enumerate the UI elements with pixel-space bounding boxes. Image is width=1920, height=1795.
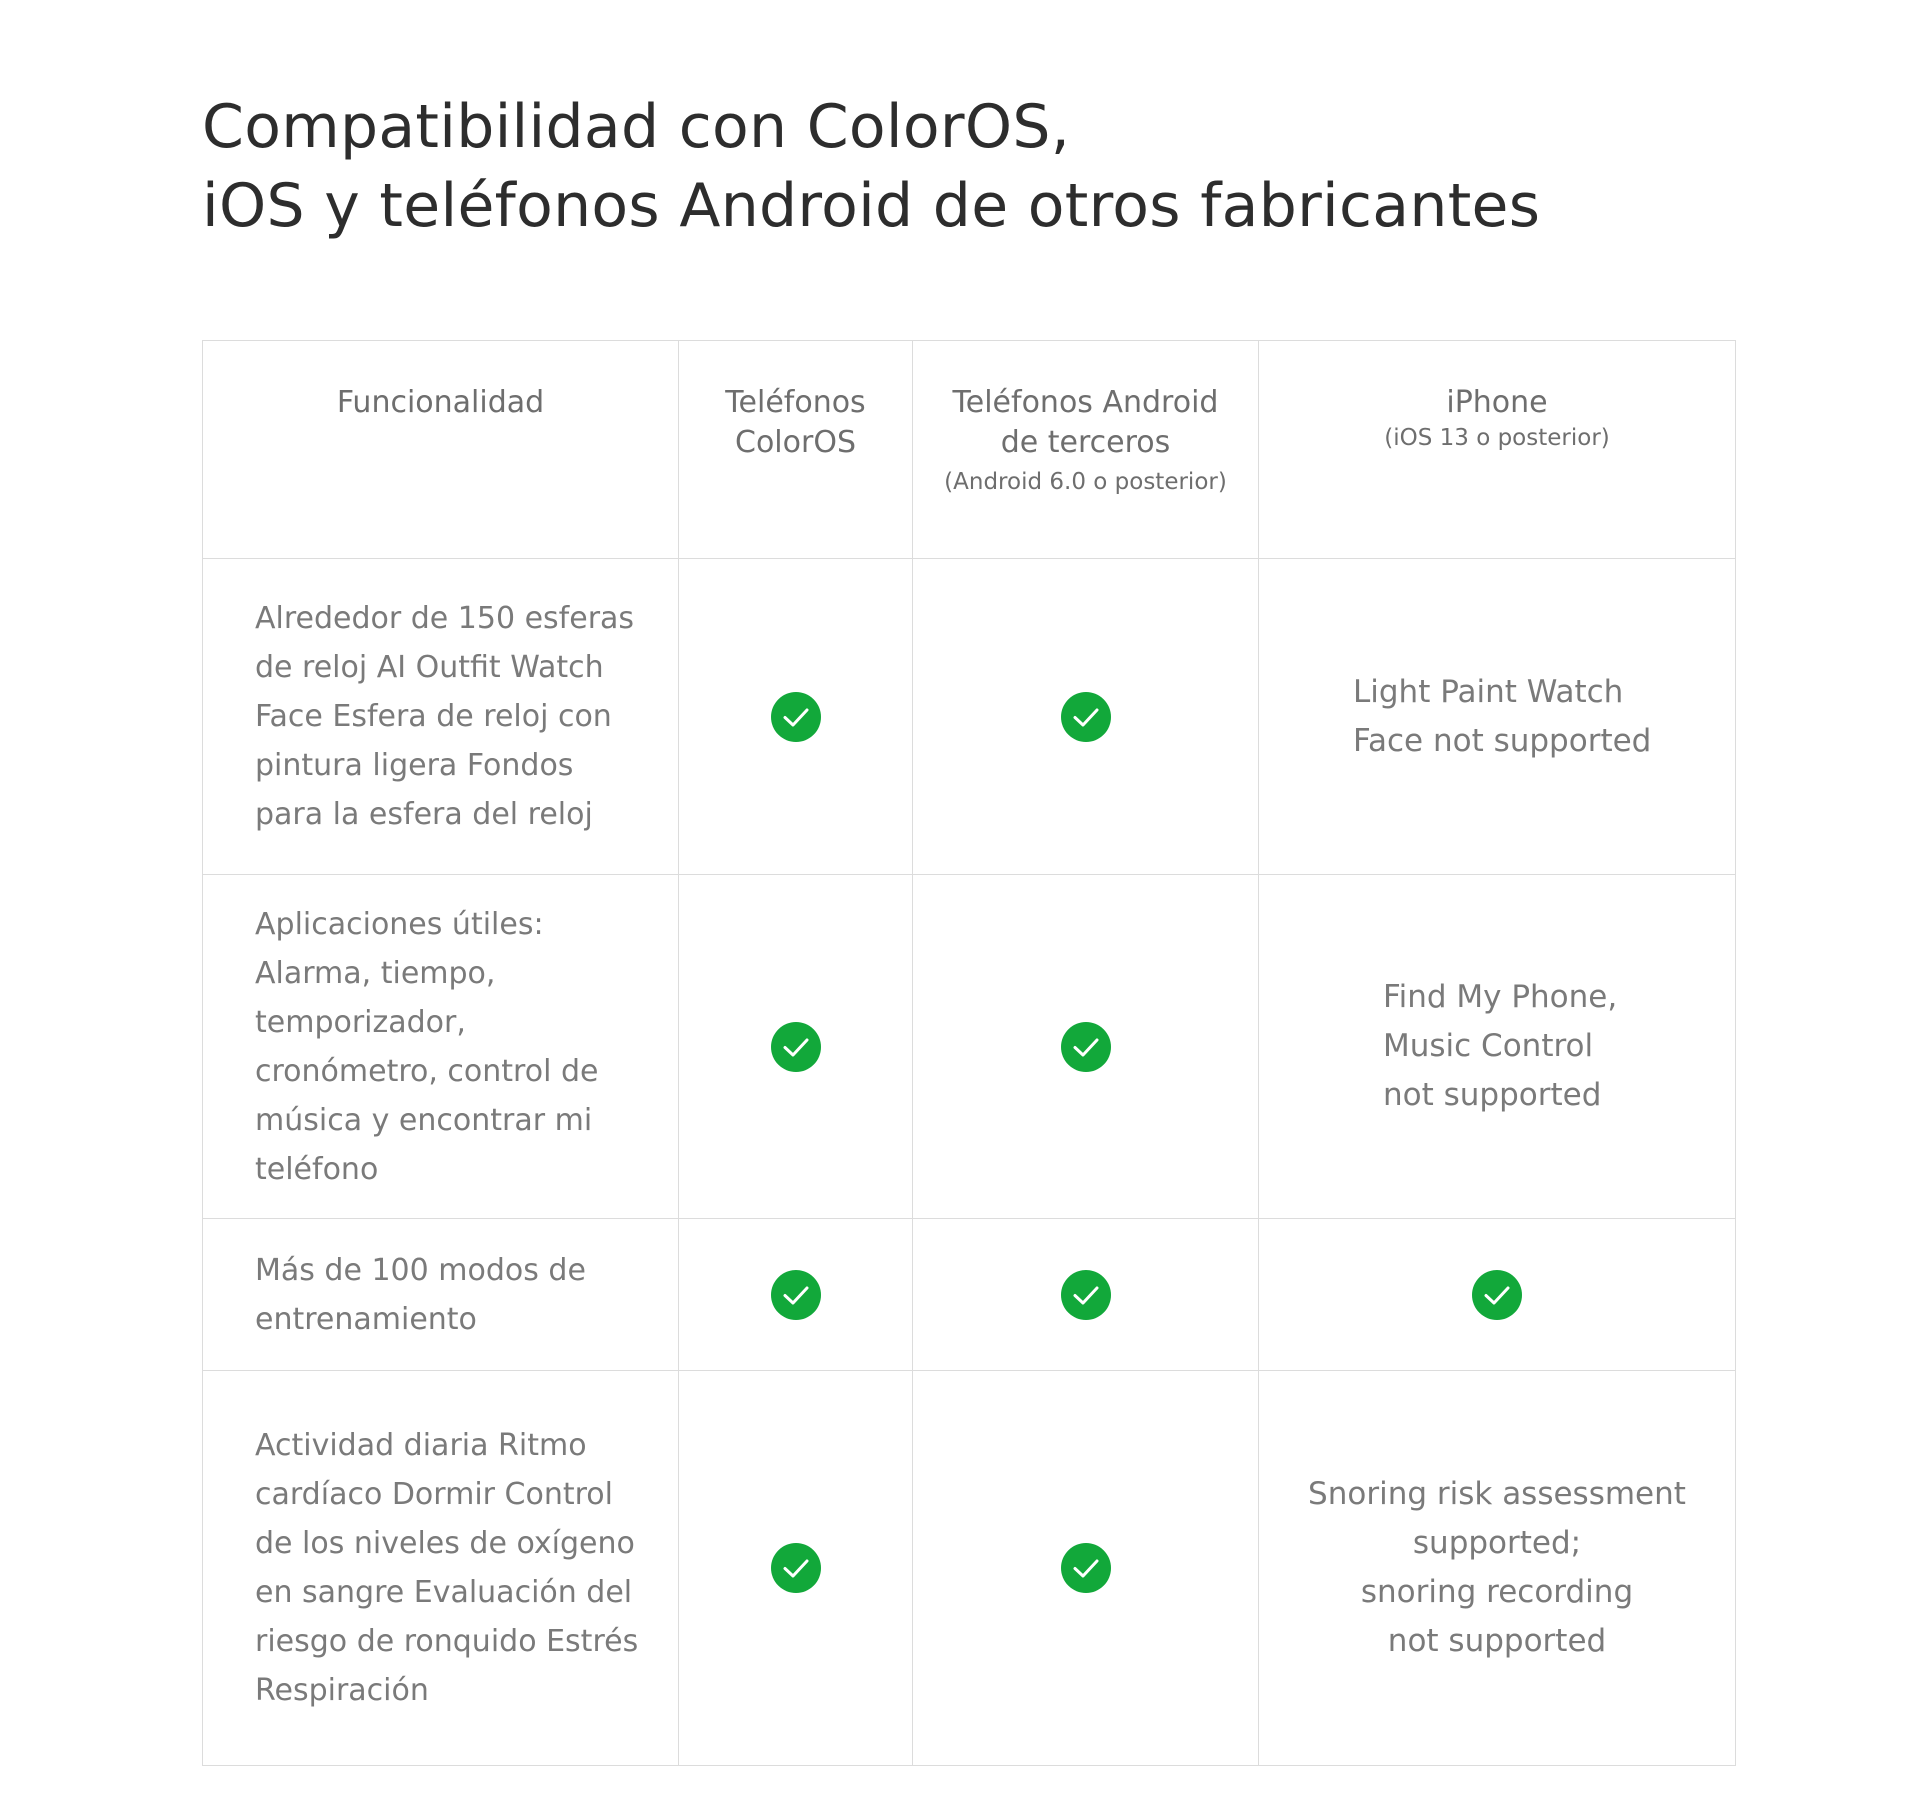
feature-cell: Actividad diaria Ritmo cardíaco Dormir Control de los niveles de oxígeno en sangre Evaluación del riesgo de ronquido Estrés Respiración	[203, 1371, 679, 1766]
header-android-subtitle: (Android 6.0 o posterior)	[944, 469, 1227, 495]
iphone-note-line: not supported	[1387, 1623, 1607, 1659]
check-circle-icon	[771, 692, 821, 742]
page-title-line-1: Compatibilidad con ColorOS,	[202, 92, 1071, 162]
check-circle-icon	[1472, 1270, 1522, 1320]
header-android	[913, 341, 1259, 559]
android-cell	[913, 1371, 1259, 1766]
iphone-note-line: snoring recording	[1360, 1574, 1634, 1610]
header-iphone-subtitle: (iOS 13 o posterior)	[1384, 425, 1610, 451]
header-android-line-1: Teléfonos Android	[952, 385, 1219, 420]
feature-cell: Alrededor de 150 esferas de reloj AI Outfit Watch Face Esfera de reloj con pintura ligera Fondos para la esfera del reloj	[203, 559, 679, 875]
android-cell	[913, 875, 1259, 1219]
check-circle-icon	[1061, 1543, 1111, 1593]
iphone-cell	[1259, 875, 1736, 1219]
feature-cell: Más de 100 modos de entrenamiento	[203, 1219, 679, 1371]
header-android-line-2: de terceros	[1000, 425, 1171, 460]
iphone-cell	[1259, 1371, 1736, 1766]
iphone-cell	[1259, 1219, 1736, 1371]
iphone-note-line: not supported	[1383, 1077, 1602, 1113]
table-row	[203, 1219, 1736, 1371]
coloros-cell	[679, 559, 913, 875]
header-coloros-line-1: Teléfonos	[725, 385, 866, 420]
iphone-note-line: Face not supported	[1353, 722, 1652, 759]
iphone-cell	[1259, 559, 1736, 875]
android-cell	[913, 1219, 1259, 1371]
check-circle-icon	[771, 1270, 821, 1320]
check-circle-icon	[771, 1543, 821, 1593]
header-iphone	[1259, 341, 1736, 559]
feature-cell: Aplicaciones útiles: Alarma, tiempo, temporizador, cronómetro, control de música y encontrar mi teléfono	[203, 875, 679, 1219]
coloros-cell	[679, 875, 913, 1219]
page-title-line-2: iOS y teléfonos Android de otros fabricantes	[202, 171, 1541, 241]
table-row	[203, 875, 1736, 1219]
compatibility-table	[202, 340, 1736, 1766]
iphone-note-line: Find My Phone,	[1383, 979, 1618, 1015]
check-circle-icon	[771, 1022, 821, 1072]
check-circle-icon	[1061, 1022, 1111, 1072]
coloros-cell	[679, 1371, 913, 1766]
header-coloros-line-2: ColorOS	[735, 425, 856, 460]
coloros-cell	[679, 1219, 913, 1371]
table-row	[203, 559, 1736, 875]
page-title	[202, 88, 1802, 246]
iphone-note-line: Light Paint Watch	[1353, 673, 1624, 710]
iphone-note-line: Snoring risk assessment	[1308, 1476, 1686, 1512]
header-coloros	[679, 341, 913, 559]
check-circle-icon	[1061, 1270, 1111, 1320]
android-cell	[913, 559, 1259, 875]
table-header-row	[203, 341, 1736, 559]
table-row	[203, 1371, 1736, 1766]
header-feature-label: Funcionalidad	[336, 385, 545, 420]
header-iphone-label: iPhone	[1446, 385, 1548, 420]
iphone-note-line: Music Control	[1383, 1028, 1594, 1064]
header-feature	[203, 341, 679, 559]
check-circle-icon	[1061, 692, 1111, 742]
iphone-note-line: supported;	[1412, 1525, 1582, 1561]
